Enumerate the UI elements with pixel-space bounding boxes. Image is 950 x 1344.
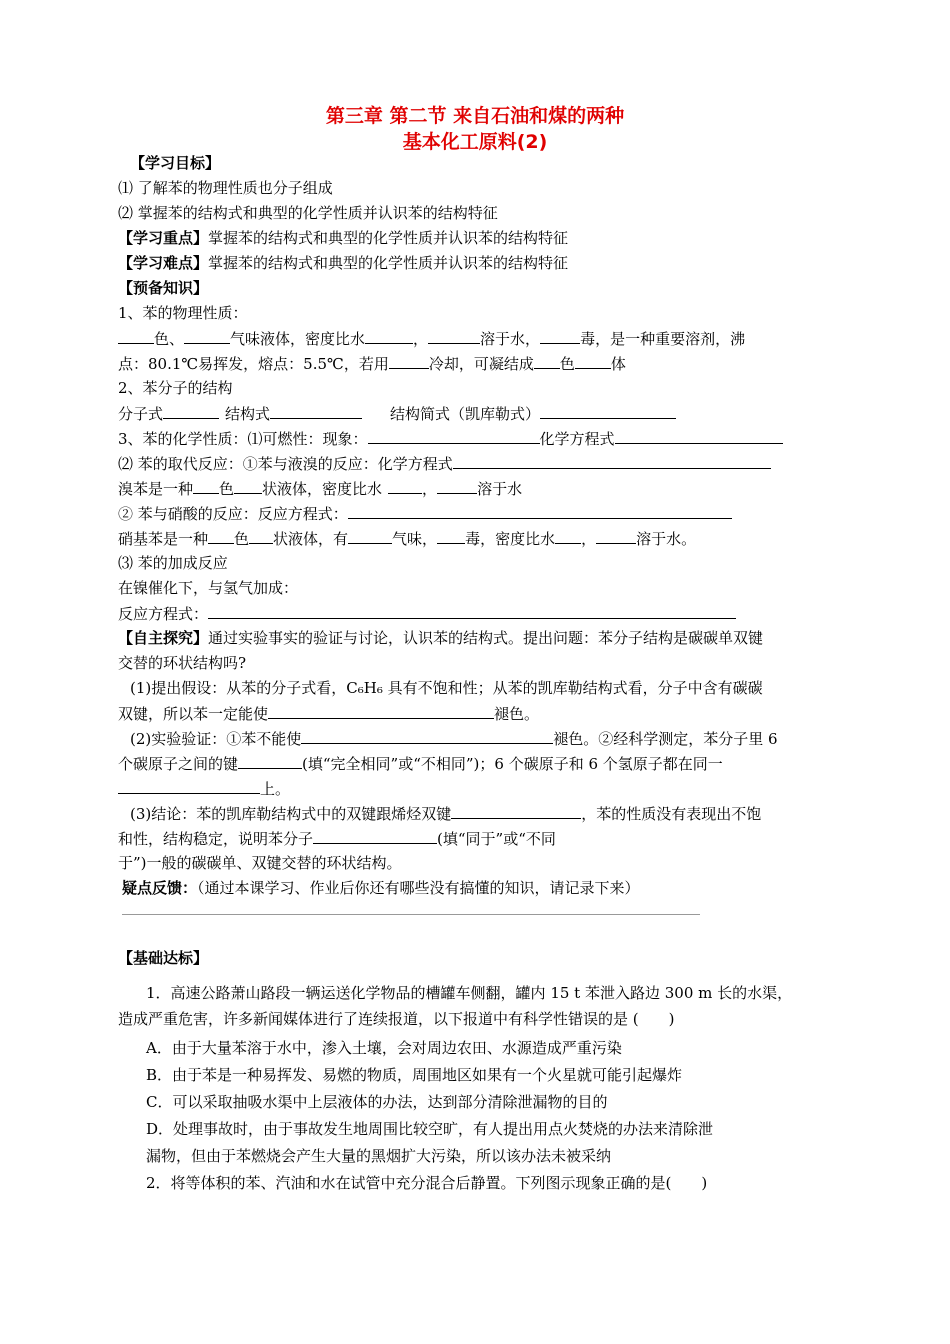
blank[interactable] (540, 403, 676, 419)
inquiry-conclusion2 (118, 828, 556, 849)
text: 硝基苯是一种 (118, 530, 209, 548)
blank[interactable] (368, 428, 540, 444)
prep-structure-line (118, 403, 676, 424)
blank[interactable] (348, 528, 392, 544)
text: 色 (219, 480, 235, 498)
blank[interactable] (540, 328, 580, 344)
blank[interactable] (249, 528, 273, 544)
blank[interactable] (596, 528, 636, 544)
text: 分子式 (118, 405, 164, 423)
feedback-answer-line[interactable] (122, 914, 700, 915)
prep-substitution (118, 453, 771, 474)
blank[interactable] (555, 528, 581, 544)
blank[interactable] (313, 828, 437, 844)
objectives-heading: 【学习目标】 (130, 154, 221, 172)
blank[interactable] (208, 603, 736, 619)
text: ， (413, 330, 429, 348)
blank[interactable] (118, 328, 154, 344)
blank[interactable] (301, 728, 553, 744)
blank[interactable] (365, 328, 413, 344)
question-1-option-b: B．由于苯是一种易挥发、易燃的物质，周围地区如果有一个火星就可能引起爆炸 (146, 1066, 683, 1084)
blank[interactable] (184, 328, 230, 344)
question-1-option-d2: 漏物，但由于苯燃烧会产生大量的黑烟扩大污染，所以该办法未被采纳 (146, 1147, 612, 1165)
inquiry-intro1 (118, 628, 763, 648)
text: 点：80.1℃易挥发，熔点：5.5℃，若用 (118, 355, 389, 373)
text: ⑵ 苯的取代反应：①苯与液溴的反应：化学方程式 (118, 455, 453, 473)
text: 状液体，密度比水 (262, 480, 383, 498)
text: (2)实验验证：①苯不能使 (130, 730, 302, 748)
text: 褪色。②经科学测定，苯分子里 6 (553, 730, 778, 748)
text: 褪色。 (494, 705, 540, 723)
blank[interactable] (451, 803, 581, 819)
inquiry-conclusion3: 于”)一般的碳碳单、双键交替的环状结构。 (118, 854, 402, 872)
question-1-option-a: A．由于大量苯溶于水中，渗入土壤，会对周边农田、水源造成严重污染 (146, 1039, 622, 1057)
inquiry-verify3 (118, 778, 290, 799)
difficulty-text: 掌握苯的结构式和典型的化学性质并认识苯的结构特征 (208, 254, 569, 272)
difficulty-label: 【学习难点】 (118, 254, 209, 272)
text: 双键，所以苯一定能使 (118, 705, 269, 723)
blank[interactable] (234, 478, 262, 494)
text: 结构简式（凯库勒式） (390, 405, 541, 423)
prep-heading: 【预备知识】 (118, 279, 209, 297)
inquiry-hypothesis2 (118, 703, 539, 724)
text: ，苯的性质没有表现出不饱 (581, 805, 762, 823)
inquiry-conclusion1 (130, 803, 761, 824)
prep-nitration (118, 503, 732, 524)
prep-section-1: 1、苯的物理性质： (118, 304, 248, 322)
prep-addition-heading: ⑶ 苯的加成反应 (118, 554, 228, 572)
text: 气味液体，密度比水 (230, 330, 366, 348)
objective-2: ⑵ 掌握苯的结构式和典型的化学性质并认识苯的结构特征 (118, 204, 498, 222)
text: 色 (559, 355, 575, 373)
feedback-label: 疑点反馈： (122, 879, 198, 897)
text: 上。 (260, 780, 291, 798)
text: 色、 (154, 330, 185, 348)
text: 结构式 (225, 405, 271, 423)
question-2: 2．将等体积的苯、汽油和水在试管中充分混合后静置。下列图示现象正确的是( ) (146, 1174, 708, 1192)
text: (3)结论：苯的凯库勒结构式中的双键跟烯烃双键 (130, 805, 452, 823)
objective-1: ⑴ 了解苯的物理性质也分子组成 (118, 179, 333, 197)
blank[interactable] (453, 453, 771, 469)
text: ， (422, 480, 438, 498)
text: 状液体，有 (273, 530, 349, 548)
blank[interactable] (238, 753, 302, 769)
difficulty (118, 253, 568, 273)
page-title-line1: 第三章 第二节 来自石油和煤的两种 (325, 105, 625, 127)
prep-addition-desc: 在镍催化下，与氢气加成： (118, 579, 299, 597)
text: 化学方程式 (539, 430, 615, 448)
inquiry-label: 【自主探究】 (118, 629, 209, 647)
blank[interactable] (268, 703, 494, 719)
blank[interactable] (615, 428, 783, 444)
text: 气味， (392, 530, 438, 548)
blank[interactable] (428, 328, 480, 344)
blank[interactable] (270, 403, 362, 419)
blank[interactable] (437, 528, 465, 544)
blank[interactable] (388, 478, 422, 494)
prep-addition-equation (118, 603, 736, 624)
blank[interactable] (534, 353, 560, 369)
basic-heading: 【基础达标】 (118, 949, 209, 967)
text: 溴苯是一种 (118, 480, 194, 498)
question-1-line2: 造成严重危害，许多新闻媒体进行了连续报道，以下报道中有科学性错误的是 ( ) (118, 1010, 675, 1028)
key-point-text: 掌握苯的结构式和典型的化学性质并认识苯的结构特征 (208, 229, 569, 247)
blank[interactable] (208, 528, 234, 544)
blank[interactable] (389, 353, 429, 369)
blank[interactable] (163, 403, 219, 419)
page-title-line2: 基本化工原料(2) (402, 131, 548, 153)
text: 反应方程式： (118, 605, 209, 623)
text: 体 (610, 355, 626, 373)
key-point-label: 【学习重点】 (118, 229, 209, 247)
prep-physical-line1 (118, 328, 745, 349)
text: (填“同于”或“不同 (437, 830, 556, 848)
prep-physical-line2 (118, 353, 626, 374)
text: 色 (234, 530, 250, 548)
question-1-option-d1: D．处理事故时，由于事故发生地周围比较空旷，有人提出用点火焚烧的办法来清除泄 (146, 1120, 714, 1138)
text: 毒，是一种重要溶剂，沸 (580, 330, 746, 348)
inquiry-intro2: 交替的环状结构吗? (118, 654, 247, 672)
feedback (122, 878, 640, 898)
text: 3、苯的化学性质：⑴可燃性：现象： (118, 430, 368, 448)
blank[interactable] (437, 478, 477, 494)
text: 溶于水 (477, 480, 523, 498)
text: ， (581, 530, 597, 548)
text: 溶于水， (480, 330, 541, 348)
blank[interactable] (118, 778, 260, 794)
inquiry-verify1 (130, 728, 778, 749)
prep-section-3 (118, 428, 783, 449)
question-1-line1: 1．高速公路萧山路段一辆运送化学物品的槽罐车侧翻，罐内 15 t 苯泄入路边 300 m 长的水渠， (146, 984, 793, 1002)
blank[interactable] (193, 478, 219, 494)
text: 冷却，可凝结成 (428, 355, 534, 373)
text: 和性，结构稳定，说明苯分子 (118, 830, 314, 848)
key-point (118, 228, 568, 248)
blank[interactable] (575, 353, 611, 369)
prep-section-2: 2、苯分子的结构 (118, 379, 233, 397)
inquiry-verify2 (118, 753, 723, 774)
text: 溶于水。 (636, 530, 697, 548)
text: （通过本课学习、作业后你还有哪些没有搞懂的知识，请记录下来） (197, 879, 640, 897)
text: 个碳原子之间的键 (118, 755, 239, 773)
prep-nitrobenzene (118, 528, 696, 549)
text: 通过实验事实的验证与讨论，认识苯的结构式。提出问题：苯分子结构是碳碳单双键 (208, 629, 764, 647)
text: 毒，密度比水 (465, 530, 556, 548)
blank[interactable] (348, 503, 732, 519)
text: ② 苯与硝酸的反应：反应方程式： (118, 505, 348, 523)
question-1-option-c: C．可以采取抽吸水渠中上层液体的办法，达到部分清除泄漏物的目的 (146, 1093, 608, 1111)
prep-bromobenzene (118, 478, 522, 499)
inquiry-hypothesis1: (1)提出假设：从苯的分子式看，C₆H₆ 具有不饱和性；从苯的凯库勒结构式看，分子中含有碳碳 (130, 679, 763, 697)
text: (填“完全相同”或“不相同”)；6 个碳原子和 6 个氢原子都在同一 (302, 755, 723, 773)
